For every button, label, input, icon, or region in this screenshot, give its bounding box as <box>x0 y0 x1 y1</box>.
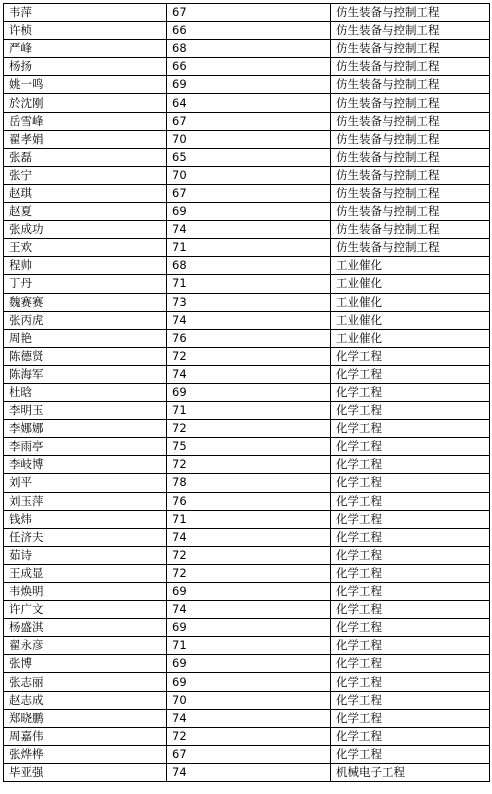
score-cell: 71 <box>167 402 331 420</box>
major-cell: 化学工程 <box>331 673 490 691</box>
score-cell: 69 <box>167 619 331 637</box>
major-cell: 化学工程 <box>331 546 490 564</box>
major-cell: 工业催化 <box>331 329 490 347</box>
table-row <box>4 293 490 311</box>
name-cell: 岳雪峰 <box>4 112 167 130</box>
score-cell: 74 <box>167 365 331 383</box>
table-row <box>4 347 490 365</box>
score-cell: 78 <box>167 474 331 492</box>
score-cell: 69 <box>167 655 331 673</box>
major-cell: 化学工程 <box>331 745 490 763</box>
major-cell: 化学工程 <box>331 564 490 582</box>
major-cell: 仿生装备与控制工程 <box>331 130 490 148</box>
name-cell: 王成显 <box>4 564 167 582</box>
name-cell: 韦焕明 <box>4 583 167 601</box>
name-cell: 李雨亭 <box>4 438 167 456</box>
table-row <box>4 655 490 673</box>
table-row <box>4 402 490 420</box>
name-cell: 李娜娜 <box>4 420 167 438</box>
score-cell: 69 <box>167 76 331 94</box>
table-row <box>4 203 490 221</box>
major-cell: 化学工程 <box>331 456 490 474</box>
name-cell: 丁丹 <box>4 275 167 293</box>
table-row <box>4 528 490 546</box>
table-row <box>4 221 490 239</box>
name-cell: 周嘉伟 <box>4 727 167 745</box>
name-cell: 杜晗 <box>4 383 167 401</box>
major-cell: 化学工程 <box>331 691 490 709</box>
major-cell: 化学工程 <box>331 402 490 420</box>
table-row <box>4 691 490 709</box>
name-cell: 李明玉 <box>4 402 167 420</box>
table-row <box>4 727 490 745</box>
name-cell: 赵琪 <box>4 184 167 202</box>
table-row <box>4 94 490 112</box>
score-cell: 74 <box>167 221 331 239</box>
major-cell: 仿生装备与控制工程 <box>331 4 490 22</box>
major-cell: 仿生装备与控制工程 <box>331 148 490 166</box>
major-cell: 仿生装备与控制工程 <box>331 40 490 58</box>
table-row <box>4 365 490 383</box>
table-row <box>4 76 490 94</box>
table-row <box>4 510 490 528</box>
table-row <box>4 166 490 184</box>
table-row <box>4 438 490 456</box>
major-cell: 仿生装备与控制工程 <box>331 221 490 239</box>
major-cell: 化学工程 <box>331 637 490 655</box>
major-cell: 工业催化 <box>331 275 490 293</box>
major-cell: 仿生装备与控制工程 <box>331 239 490 257</box>
table-row <box>4 311 490 329</box>
name-cell: 张磊 <box>4 148 167 166</box>
table-row <box>4 383 490 401</box>
name-cell: 陈海军 <box>4 365 167 383</box>
score-table <box>3 3 490 782</box>
name-cell: 杨盛淇 <box>4 619 167 637</box>
score-cell: 70 <box>167 691 331 709</box>
score-cell: 67 <box>167 4 331 22</box>
score-cell: 74 <box>167 709 331 727</box>
score-cell: 69 <box>167 673 331 691</box>
major-cell: 化学工程 <box>331 655 490 673</box>
table-row <box>4 420 490 438</box>
table-row <box>4 619 490 637</box>
table-row <box>4 709 490 727</box>
major-cell: 仿生装备与控制工程 <box>331 203 490 221</box>
score-cell: 70 <box>167 130 331 148</box>
score-cell: 72 <box>167 420 331 438</box>
major-cell: 化学工程 <box>331 492 490 510</box>
score-cell: 74 <box>167 311 331 329</box>
table-row <box>4 275 490 293</box>
table-row <box>4 456 490 474</box>
name-cell: 毕亚强 <box>4 763 167 781</box>
major-cell: 化学工程 <box>331 365 490 383</box>
major-cell: 化学工程 <box>331 510 490 528</box>
score-cell: 64 <box>167 94 331 112</box>
table-row <box>4 583 490 601</box>
major-cell: 化学工程 <box>331 347 490 365</box>
table-row <box>4 22 490 40</box>
table-row <box>4 546 490 564</box>
score-cell: 69 <box>167 583 331 601</box>
score-cell: 72 <box>167 546 331 564</box>
score-cell: 71 <box>167 510 331 528</box>
name-cell: 陈德贤 <box>4 347 167 365</box>
score-cell: 72 <box>167 456 331 474</box>
table-row <box>4 637 490 655</box>
score-cell: 68 <box>167 257 331 275</box>
table-body <box>4 4 490 782</box>
major-cell: 化学工程 <box>331 709 490 727</box>
score-cell: 68 <box>167 40 331 58</box>
table-row <box>4 112 490 130</box>
major-cell: 工业催化 <box>331 311 490 329</box>
table-row <box>4 474 490 492</box>
major-cell: 化学工程 <box>331 601 490 619</box>
score-cell: 75 <box>167 438 331 456</box>
score-cell: 66 <box>167 22 331 40</box>
major-cell: 机械电子工程 <box>331 763 490 781</box>
table-row <box>4 184 490 202</box>
name-cell: 刘平 <box>4 474 167 492</box>
major-cell: 化学工程 <box>331 619 490 637</box>
score-cell: 67 <box>167 184 331 202</box>
major-cell: 化学工程 <box>331 383 490 401</box>
score-cell: 74 <box>167 763 331 781</box>
major-cell: 工业催化 <box>331 293 490 311</box>
name-cell: 张博 <box>4 655 167 673</box>
score-cell: 76 <box>167 329 331 347</box>
name-cell: 魏赛赛 <box>4 293 167 311</box>
major-cell: 化学工程 <box>331 583 490 601</box>
table-row <box>4 130 490 148</box>
name-cell: 刘玉萍 <box>4 492 167 510</box>
name-cell: 钱炜 <box>4 510 167 528</box>
name-cell: 张宁 <box>4 166 167 184</box>
major-cell: 仿生装备与控制工程 <box>331 112 490 130</box>
major-cell: 化学工程 <box>331 438 490 456</box>
name-cell: 杨扬 <box>4 58 167 76</box>
score-cell: 73 <box>167 293 331 311</box>
name-cell: 王欢 <box>4 239 167 257</box>
name-cell: 郑晓鹏 <box>4 709 167 727</box>
score-cell: 76 <box>167 492 331 510</box>
name-cell: 严峰 <box>4 40 167 58</box>
table-row <box>4 239 490 257</box>
name-cell: 赵志成 <box>4 691 167 709</box>
score-cell: 67 <box>167 745 331 763</box>
name-cell: 张志丽 <box>4 673 167 691</box>
score-cell: 67 <box>167 112 331 130</box>
major-cell: 化学工程 <box>331 727 490 745</box>
table-row <box>4 745 490 763</box>
name-cell: 翟永彦 <box>4 637 167 655</box>
score-cell: 72 <box>167 347 331 365</box>
score-cell: 74 <box>167 601 331 619</box>
score-cell: 65 <box>167 148 331 166</box>
name-cell: 赵夏 <box>4 203 167 221</box>
score-cell: 66 <box>167 58 331 76</box>
name-cell: 许桢 <box>4 22 167 40</box>
name-cell: 茹诗 <box>4 546 167 564</box>
major-cell: 仿生装备与控制工程 <box>331 58 490 76</box>
table-row <box>4 492 490 510</box>
name-cell: 程帅 <box>4 257 167 275</box>
major-cell: 工业催化 <box>331 257 490 275</box>
table-row <box>4 40 490 58</box>
score-cell: 72 <box>167 564 331 582</box>
major-cell: 化学工程 <box>331 474 490 492</box>
score-cell: 70 <box>167 166 331 184</box>
name-cell: 姚一鸣 <box>4 76 167 94</box>
name-cell: 许广文 <box>4 601 167 619</box>
name-cell: 任济夫 <box>4 528 167 546</box>
score-cell: 71 <box>167 637 331 655</box>
major-cell: 仿生装备与控制工程 <box>331 184 490 202</box>
name-cell: 李岐博 <box>4 456 167 474</box>
score-cell: 69 <box>167 203 331 221</box>
table-row <box>4 601 490 619</box>
table-row <box>4 4 490 22</box>
score-cell: 72 <box>167 727 331 745</box>
score-cell: 71 <box>167 239 331 257</box>
major-cell: 仿生装备与控制工程 <box>331 94 490 112</box>
major-cell: 仿生装备与控制工程 <box>331 166 490 184</box>
table-row <box>4 329 490 347</box>
name-cell: 张丙虎 <box>4 311 167 329</box>
name-cell: 张烨桦 <box>4 745 167 763</box>
major-cell: 仿生装备与控制工程 <box>331 76 490 94</box>
name-cell: 周艳 <box>4 329 167 347</box>
score-cell: 74 <box>167 528 331 546</box>
major-cell: 仿生装备与控制工程 <box>331 22 490 40</box>
table-row <box>4 257 490 275</box>
score-cell: 69 <box>167 383 331 401</box>
table-row <box>4 763 490 781</box>
name-cell: 张成功 <box>4 221 167 239</box>
major-cell: 化学工程 <box>331 420 490 438</box>
name-cell: 韦萍 <box>4 4 167 22</box>
major-cell: 化学工程 <box>331 528 490 546</box>
table-row <box>4 673 490 691</box>
table-row <box>4 564 490 582</box>
name-cell: 於沈刚 <box>4 94 167 112</box>
table-row <box>4 148 490 166</box>
table-row <box>4 58 490 76</box>
score-cell: 71 <box>167 275 331 293</box>
name-cell: 翟孝娟 <box>4 130 167 148</box>
